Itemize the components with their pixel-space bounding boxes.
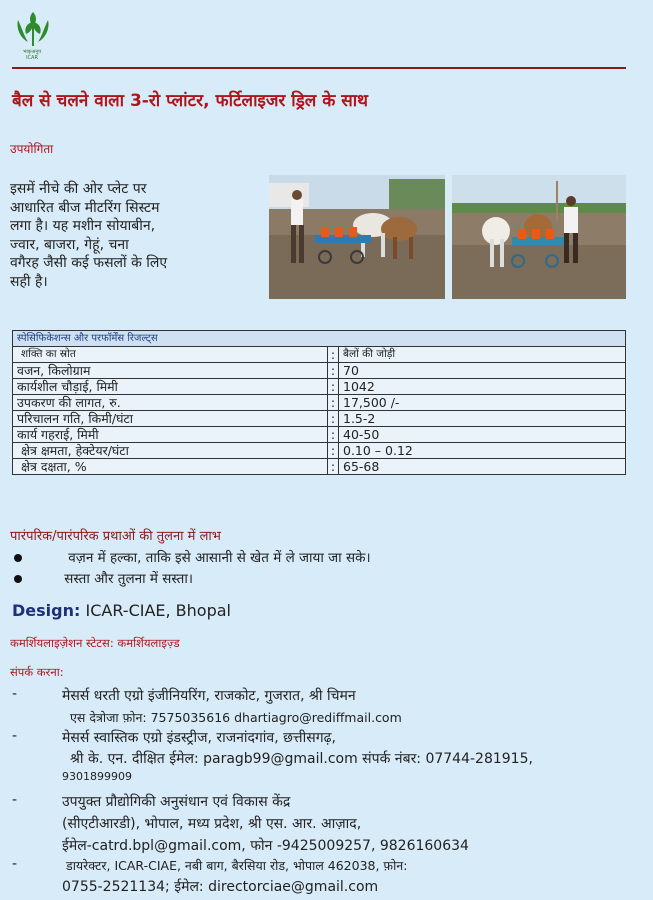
contact-line: 9301899909 xyxy=(62,770,132,783)
bullet-icon xyxy=(14,575,22,583)
usefulness-line: ज्वार, बाजरा, गेहूं, चना xyxy=(10,236,129,253)
spec-value: 65-68 xyxy=(339,459,626,475)
spec-header-cell: स्पेसिफिकेशन्स और परफॉर्मेंस रिजल्ट्स xyxy=(13,331,626,347)
contact-line: 0755-2521134; ईमेल: directorciae@gmail.com xyxy=(62,879,379,895)
spec-label: कार्य गहराई, मिमी xyxy=(13,427,328,443)
spec-value: 1.5-2 xyxy=(339,411,626,427)
spec-label: वजन, किलोग्राम xyxy=(13,363,328,379)
spec-label: परिचालन गति, किमी/घंटा xyxy=(13,411,328,427)
colon: : xyxy=(328,411,339,427)
contact-line: (सीएटीआरडी), भोपाल, मध्य प्रदेश, श्री एस. आर. आज़ाद, xyxy=(62,816,362,832)
usefulness-label: उपयोगिता xyxy=(10,142,54,156)
usefulness-line: आधारित बीज मीटरिंग सिस्टम xyxy=(10,199,160,216)
spec-value: 17,500 /- xyxy=(339,395,626,411)
list-item xyxy=(14,548,371,566)
contact-label: संपर्क करना: xyxy=(10,665,64,679)
commercialization-status: कमर्शियलाइज़ेशन स्टेटस: कमर्शियलाइज़्ड xyxy=(10,636,180,650)
colon: : xyxy=(328,379,339,395)
spec-value: बैलों की जोड़ी xyxy=(339,347,626,363)
spec-value: 70 xyxy=(339,363,626,379)
benefit-text: वज़न में हल्का, ताकि इसे आसानी से खेत में ले जाया जा सके। xyxy=(68,550,371,566)
spec-table-header xyxy=(13,331,626,347)
table-row xyxy=(13,443,626,459)
colon: : xyxy=(328,395,339,411)
usefulness-line: सही है। xyxy=(10,273,48,290)
wheat-emblem-icon xyxy=(12,8,54,54)
design-value: ICAR-CIAE, Bhopal xyxy=(85,601,231,620)
contact-line: एस देत्रोजा फ़ोन: 7575035616 dhartiagro@rediffmail.com xyxy=(70,710,402,725)
planter-photo-rear xyxy=(452,175,626,299)
contact-line: डायरेक्टर, ICAR-CIAE, नबी बाग, बैरसिया रोड, भोपाल 462038, फ़ोन: xyxy=(66,858,408,873)
bullet-icon xyxy=(14,554,22,562)
table-row xyxy=(13,427,626,443)
contact-line: उपयुक्त प्रौद्योगिकी अनुसंधान एवं विकास केंद्र xyxy=(62,794,291,810)
table-row xyxy=(13,363,626,379)
logo-text-line1: भाकृअनुप xyxy=(22,49,42,55)
list-dash: - xyxy=(12,686,18,702)
header-rule xyxy=(12,67,626,69)
contact-line: मेसर्स धरती एग्रो इंजीनियरिंग, राजकोट, गुजरात, श्री चिमन xyxy=(62,688,356,704)
list-item xyxy=(14,569,193,587)
table-row xyxy=(13,459,626,475)
usefulness-line: वगैरह जैसी कई फसलों के लिए xyxy=(10,255,168,271)
benefits-heading: पारंपरिक/पारंपरिक प्रथाओं की तुलना में लाभ xyxy=(10,529,221,544)
colon: : xyxy=(328,363,339,379)
table-row xyxy=(13,347,626,363)
usefulness-line: इसमें नीचे की ओर प्लेट पर xyxy=(10,181,147,197)
page-title: बैल से चलने वाला 3-रो प्लांटर, फर्टिलाइजर ड्रिल के साथ xyxy=(12,91,368,111)
spec-label: उपकरण की लागत, रु. xyxy=(13,395,328,411)
colon: : xyxy=(328,459,339,475)
table-row xyxy=(13,379,626,395)
spec-value: 0.10 – 0.12 xyxy=(339,443,626,459)
table-row xyxy=(13,411,626,427)
design-credit xyxy=(12,601,231,620)
colon: : xyxy=(328,347,339,363)
colon: : xyxy=(328,427,339,443)
benefit-text: सस्ता और तुलना में सस्ता। xyxy=(64,571,193,587)
contact-line: श्री के. एन. दीक्षित ईमेल: paragb99@gmail.com संपर्क नंबर: 07744-281915, xyxy=(70,751,533,767)
usefulness-line: लगा है। यह मशीन सोयाबीन, xyxy=(10,218,156,234)
design-label: Design: xyxy=(12,601,81,620)
list-dash: - xyxy=(12,792,18,808)
table-row xyxy=(13,395,626,411)
colon: : xyxy=(328,443,339,459)
logo-text xyxy=(12,49,52,61)
usefulness-text xyxy=(10,180,250,291)
spec-value: 40-50 xyxy=(339,427,626,443)
contact-line: मेसर्स स्वास्तिक एग्रो इंडस्ट्रीज, राजनांदगांव, छत्तीसगढ़, xyxy=(62,730,336,746)
spec-label: क्षेत्र क्षमता, हेक्टेयर/घंटा xyxy=(13,443,328,459)
spec-label: कार्यशील चौड़ाई, मिमी xyxy=(13,379,328,395)
list-dash: - xyxy=(12,856,18,872)
planter-photo-front xyxy=(269,175,445,299)
list-dash: - xyxy=(12,728,18,744)
spec-table xyxy=(12,330,626,475)
spec-value: 1042 xyxy=(339,379,626,395)
spec-label: क्षेत्र दक्षता, % xyxy=(13,459,328,475)
contact-line: ईमेल-catrd.bpl@gmail.com, फोन -9425009257, 9826160634 xyxy=(62,838,469,854)
logo-text-line2: ICAR xyxy=(26,55,38,61)
spec-label: शक्ति का स्रोत xyxy=(13,347,328,363)
